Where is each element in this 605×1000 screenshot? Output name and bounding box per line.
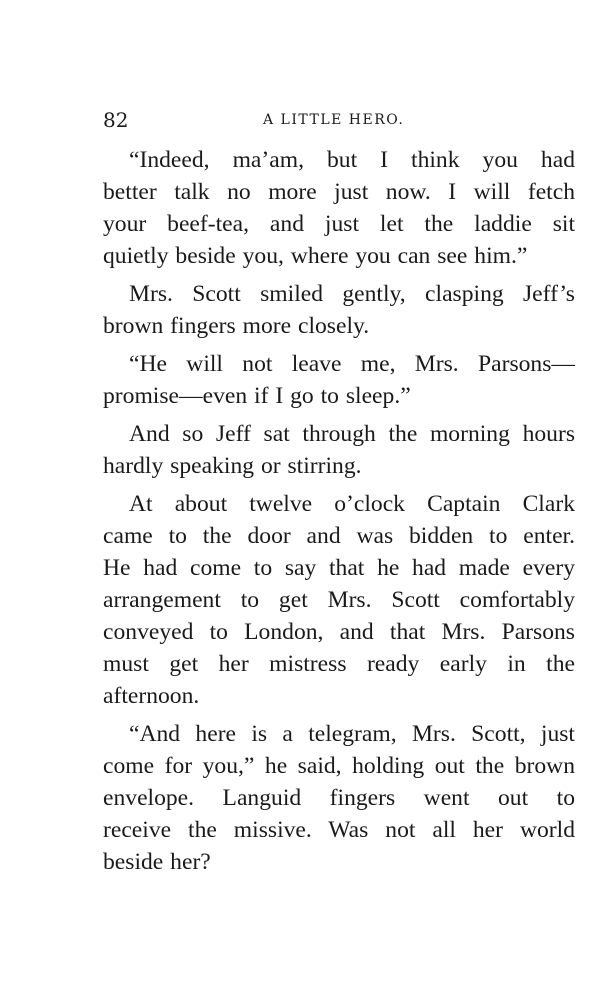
text-line: At about twelve o’clock Captain Clark (129, 491, 575, 517)
paragraph-2 (103, 278, 575, 342)
text-line: better talk no more just now. I will fetch (103, 179, 575, 205)
text-line: “He will not leave me, Mrs. Parsons— (129, 351, 575, 377)
text-line: promise—even if I go to sleep.” (103, 383, 411, 409)
text-line: brown fingers more closely. (103, 313, 370, 339)
page-number: 82 (103, 108, 129, 132)
running-head (103, 108, 575, 138)
text-line: arrangement to get Mrs. Scott comfortably (103, 587, 575, 613)
text-line: afternoon. (103, 683, 200, 709)
running-title: A LITTLE HERO. (263, 112, 405, 128)
paragraph-5 (103, 488, 575, 712)
text-line: conveyed to London, and that Mrs. Parsons (103, 619, 575, 645)
text-line: beside her? (103, 849, 211, 875)
text-line: “And here is a telegram, Mrs. Scott, just (129, 721, 575, 747)
text-line: hardly speaking or stirring. (103, 453, 362, 479)
text-line: your beef-tea, and just let the laddie sit (103, 211, 575, 237)
text-line: “Indeed, ma’am, but I think you had (129, 147, 575, 173)
paragraph-1 (103, 144, 575, 272)
text-line: envelope. Languid fingers went out to (103, 785, 575, 811)
text-line: came to the door and was bidden to enter. (103, 523, 575, 549)
text-line: come for you,” he said, holding out the brown (103, 753, 575, 779)
paragraph-3 (103, 348, 575, 412)
text-line: receive the missive. Was not all her world (103, 817, 575, 843)
paragraph-6 (103, 718, 575, 878)
text-line: And so Jeff sat through the morning hours (129, 421, 575, 447)
text-line: must get her mistress ready early in the (103, 651, 575, 677)
text-line: quietly beside you, where you can see him.” (103, 243, 528, 269)
text-line: Mrs. Scott smiled gently, clasping Jeff’s (129, 281, 575, 307)
paragraph-4 (103, 418, 575, 482)
text-line: He had come to say that he had made every (103, 555, 575, 581)
body-text (103, 144, 575, 884)
